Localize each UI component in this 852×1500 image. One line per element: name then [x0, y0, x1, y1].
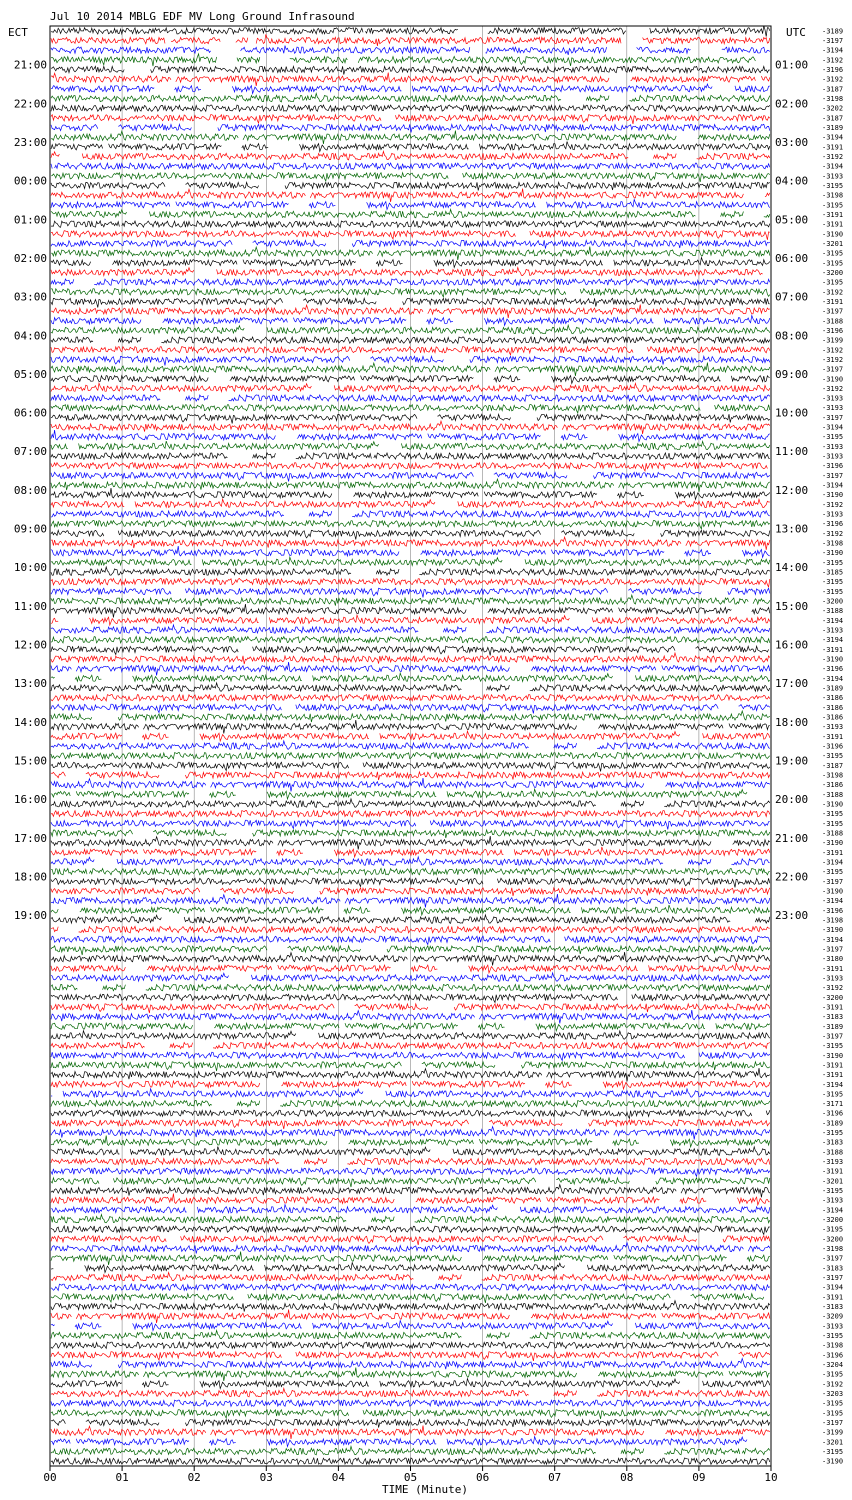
- trace-offset-label: -3191: [822, 1003, 844, 1012]
- trace-offset-label: -3194: [822, 897, 844, 906]
- trace-offset-label: -3195: [822, 433, 844, 442]
- trace-offset-label: -3193: [822, 510, 844, 519]
- trace-offset-label: -3189: [822, 1022, 844, 1031]
- left-hour-label: 08:00: [13, 483, 47, 497]
- trace-offset-label: -3195: [822, 810, 844, 819]
- x-axis-label: TIME (Minute): [381, 1483, 469, 1496]
- right-hour-label: 23:00: [775, 909, 809, 923]
- left-hour-label: 16:00: [13, 793, 47, 807]
- trace-offset-label: -3192: [822, 75, 844, 84]
- trace-offset-label: -3195: [822, 201, 844, 210]
- trace-offset-label: -3193: [822, 723, 844, 732]
- trace-offset-label: -3190: [822, 1051, 844, 1060]
- left-hour-label: 14:00: [13, 715, 47, 729]
- trace-offset-label: -3197: [822, 1419, 844, 1428]
- left-hour-label: 07:00: [13, 445, 47, 459]
- trace-offset-label: -3192: [822, 56, 844, 65]
- right-hour-label: 06:00: [775, 251, 809, 265]
- trace-offset-label: -3200: [822, 993, 844, 1002]
- trace-offset-label: -3192: [822, 346, 844, 355]
- trace-offset-label: -3188: [822, 790, 844, 799]
- trace-offset-label: -3200: [822, 597, 844, 606]
- trace-offset-labels: [822, 27, 843, 1465]
- trace-offset-label: -3191: [822, 210, 844, 219]
- left-hour-label: 05:00: [13, 367, 47, 381]
- trace-offset-label: -3202: [822, 104, 844, 113]
- right-hour-label: 05:00: [775, 213, 809, 227]
- right-hour-label: 18:00: [775, 715, 809, 729]
- trace-offset-label: -3186: [822, 694, 844, 703]
- left-hour-labels: [14, 59, 47, 922]
- right-hour-label: 01:00: [775, 58, 809, 72]
- trace-offset-label: -3192: [822, 984, 844, 993]
- trace-offset-label: -3191: [822, 297, 844, 306]
- right-hour-label: 16:00: [775, 638, 809, 652]
- trace-offset-label: -3196: [822, 665, 844, 674]
- right-hour-label: 17:00: [775, 677, 809, 691]
- right-hour-label: 19:00: [775, 754, 809, 768]
- trace-offset-label: -3191: [822, 1071, 844, 1080]
- left-hour-label: 22:00: [13, 97, 47, 111]
- trace-offset-label: -3190: [822, 800, 844, 809]
- trace-offset-label: -3187: [822, 761, 844, 770]
- right-hour-labels: [775, 59, 808, 922]
- trace-offset-label: -3190: [822, 839, 844, 848]
- trace-offset-label: -3197: [822, 945, 844, 954]
- right-hour-label: 04:00: [775, 174, 809, 188]
- trace-offset-label: -3193: [822, 1158, 844, 1167]
- trace-offset-label: -3189: [822, 684, 844, 693]
- trace-offset-label: -3198: [822, 191, 844, 200]
- trace-offset-label: -3195: [822, 1370, 844, 1379]
- trace-offset-label: -3191: [822, 220, 844, 229]
- trace-offset-label: -3191: [822, 1061, 844, 1070]
- left-hour-label: 09:00: [13, 522, 47, 536]
- trace-offset-label: -3193: [822, 172, 844, 181]
- trace-offset-label: -3194: [822, 935, 844, 944]
- x-tick-label: 07: [548, 1471, 562, 1484]
- trace-offset-label: -3197: [822, 36, 844, 45]
- left-hour-label: 15:00: [13, 754, 47, 768]
- left-hour-label: 13:00: [13, 677, 47, 691]
- trace-offset-label: -3195: [822, 1409, 844, 1418]
- trace-offset-label: -3200: [822, 1216, 844, 1225]
- left-hour-label: 03:00: [13, 290, 47, 304]
- trace-offset-label: -3195: [822, 578, 844, 587]
- trace-offset-label: -3196: [822, 326, 844, 335]
- right-hour-label: 03:00: [775, 135, 809, 149]
- right-hour-label: 11:00: [775, 445, 809, 459]
- trace-offset-label: -3189: [822, 123, 844, 132]
- trace-offset-label: -3195: [822, 249, 844, 258]
- trace-offset-label: -3193: [822, 626, 844, 635]
- trace-offset-label: -3194: [822, 133, 844, 142]
- trace-offset-label: -3190: [822, 655, 844, 664]
- trace-offset-label: -3195: [822, 278, 844, 287]
- x-tick-label: 08: [620, 1471, 634, 1484]
- trace-offset-label: -3190: [822, 549, 844, 558]
- left-hour-label: 23:00: [13, 135, 47, 149]
- trace-offset-label: -3194: [822, 1080, 844, 1089]
- left-hour-label: 10:00: [13, 561, 47, 575]
- trace-offset-label: -3183: [822, 1138, 844, 1147]
- trace-offset-label: -3189: [822, 1119, 844, 1128]
- right-hour-label: 21:00: [775, 831, 809, 845]
- trace-offset-label: -3191: [822, 1167, 844, 1176]
- x-tick-label: 00: [43, 1471, 57, 1484]
- trace-offset-label: -3197: [822, 413, 844, 422]
- trace-offset-label: -3194: [822, 162, 844, 171]
- trace-offset-label: -3197: [822, 307, 844, 316]
- trace-offset-label: -3194: [822, 616, 844, 625]
- left-hour-label: 06:00: [13, 406, 47, 420]
- left-hour-label: 00:00: [13, 174, 47, 188]
- left-hour-label: 02:00: [13, 251, 47, 265]
- trace-offset-label: -3193: [822, 404, 844, 413]
- trace-offset-label: -3194: [822, 858, 844, 867]
- trace-offset-label: -3186: [822, 703, 844, 712]
- trace-offset-label: -3200: [822, 1235, 844, 1244]
- trace-offset-label: -3197: [822, 471, 844, 480]
- trace-offset-label: -3192: [822, 500, 844, 509]
- trace-offset-label: -3198: [822, 1245, 844, 1254]
- trace-offset-label: -3194: [822, 481, 844, 490]
- trace-offset-label: -3190: [822, 926, 844, 935]
- trace-offset-label: -3195: [822, 1225, 844, 1234]
- trace-offset-label: -3186: [822, 781, 844, 790]
- trace-offset-label: -3194: [822, 1283, 844, 1292]
- trace-offset-label: -3194: [822, 636, 844, 645]
- trace-offset-label: -3196: [822, 462, 844, 471]
- trace-offset-label: -3183: [822, 1303, 844, 1312]
- trace-offset-label: -3195: [822, 868, 844, 877]
- trace-offset-label: -3187: [822, 85, 844, 94]
- trace-offset-label: -3195: [822, 558, 844, 567]
- trace-offset-label: -3191: [822, 848, 844, 857]
- trace-offset-label: -3195: [822, 1332, 844, 1341]
- trace-offset-label: -3193: [822, 1322, 844, 1331]
- trace-offset-label: -3190: [822, 230, 844, 239]
- trace-offset-label: -3197: [822, 1032, 844, 1041]
- x-axis-ticks: [43, 1466, 777, 1484]
- trace-offset-label: -3198: [822, 1341, 844, 1350]
- trace-offset-label: -3194: [822, 674, 844, 683]
- trace-offset-label: -3196: [822, 742, 844, 751]
- trace-offset-label: -3195: [822, 752, 844, 761]
- trace-line: [51, 1294, 764, 1303]
- trace-offset-label: -3191: [822, 732, 844, 741]
- x-tick-label: 09: [692, 1471, 706, 1484]
- trace-offset-label: -3195: [822, 1399, 844, 1408]
- left-hour-label: 01:00: [13, 213, 47, 227]
- trace-offset-label: -3194: [822, 1206, 844, 1215]
- trace-offset-label: -3201: [822, 239, 844, 248]
- trace-offset-label: -3193: [822, 442, 844, 451]
- left-hour-label: 18:00: [13, 870, 47, 884]
- right-hour-label: 20:00: [775, 793, 809, 807]
- trace-line: [51, 267, 763, 275]
- trace-offset-label: -3199: [822, 336, 844, 345]
- trace-offset-label: -3183: [822, 1264, 844, 1273]
- trace-offset-label: -3185: [822, 568, 844, 577]
- trace-offset-label: -3197: [822, 1254, 844, 1263]
- trace-offset-label: -3197: [822, 1274, 844, 1283]
- trace-offset-label: -3195: [822, 1129, 844, 1138]
- trace-offset-label: -3201: [822, 1438, 844, 1447]
- right-hour-label: 07:00: [775, 290, 809, 304]
- trace-offset-label: -3191: [822, 645, 844, 654]
- trace-offset-label: -3192: [822, 529, 844, 538]
- x-tick-label: 04: [331, 1471, 346, 1484]
- trace-line: [51, 646, 769, 655]
- trace-offset-label: -3171: [822, 1100, 844, 1109]
- trace-offset-label: -3191: [822, 1293, 844, 1302]
- right-hour-label: 12:00: [775, 483, 809, 497]
- trace-offset-label: -3198: [822, 916, 844, 925]
- right-hour-label: 08:00: [775, 329, 809, 343]
- trace-offset-label: -3196: [822, 65, 844, 74]
- trace-offset-label: -3191: [822, 964, 844, 973]
- trace-offset-label: -3192: [822, 288, 844, 297]
- trace-offset-label: -3195: [822, 1187, 844, 1196]
- trace-offset-label: -3192: [822, 152, 844, 161]
- trace-offset-label: -3195: [822, 1090, 844, 1099]
- left-hour-label: 04:00: [13, 329, 47, 343]
- trace-offset-label: -3193: [822, 974, 844, 983]
- trace-offset-label: -3188: [822, 317, 844, 326]
- trace-offset-label: -3194: [822, 46, 844, 55]
- trace-offset-label: -3198: [822, 771, 844, 780]
- right-hour-label: 14:00: [775, 561, 809, 575]
- right-axis-label: UTC: [786, 26, 806, 39]
- right-hour-label: 10:00: [775, 406, 809, 420]
- trace-offset-label: -3191: [822, 143, 844, 152]
- trace-offset-label: -3195: [822, 259, 844, 268]
- trace-offset-label: -3190: [822, 1457, 844, 1466]
- left-hour-label: 17:00: [13, 831, 47, 845]
- x-tick-label: 05: [403, 1471, 418, 1484]
- trace-offset-label: -3183: [822, 1013, 844, 1022]
- trace-offset-label: -3195: [822, 181, 844, 190]
- trace-offset-label: -3209: [822, 1312, 844, 1321]
- x-tick-label: 06: [475, 1471, 490, 1484]
- trace-offset-label: -3186: [822, 713, 844, 722]
- trace-offset-label: -3180: [822, 955, 844, 964]
- left-hour-label: 19:00: [13, 909, 47, 923]
- trace-offset-label: -3203: [822, 1390, 844, 1399]
- trace-offset-label: -3197: [822, 365, 844, 374]
- trace-offset-label: -3192: [822, 1380, 844, 1389]
- trace-offset-label: -3193: [822, 452, 844, 461]
- trace-offset-label: -3195: [822, 587, 844, 596]
- trace-offset-label: -3198: [822, 94, 844, 103]
- right-hour-label: 02:00: [775, 97, 809, 111]
- trace-offset-label: -3198: [822, 539, 844, 548]
- trace-offset-label: -3190: [822, 887, 844, 896]
- trace-offset-label: -3193: [822, 394, 844, 403]
- trace-offset-label: -3196: [822, 1351, 844, 1360]
- x-tick-label: 10: [764, 1471, 778, 1484]
- trace-offset-label: -3195: [822, 1042, 844, 1051]
- right-hour-label: 09:00: [775, 367, 809, 381]
- trace-offset-label: -3188: [822, 829, 844, 838]
- trace-offset-label: -3188: [822, 607, 844, 616]
- right-hour-label: 22:00: [775, 870, 809, 884]
- trace-offset-label: -3204: [822, 1361, 844, 1370]
- trace-line: [51, 463, 767, 471]
- trace-offset-label: -3193: [822, 1196, 844, 1205]
- trace-offset-label: -3192: [822, 355, 844, 364]
- trace-offset-label: -3200: [822, 268, 844, 277]
- x-tick-label: 01: [115, 1471, 129, 1484]
- x-tick-label: 03: [259, 1471, 273, 1484]
- trace-offset-label: -3190: [822, 491, 844, 500]
- trace-offset-label: -3188: [822, 1148, 844, 1157]
- trace-offset-label: -3197: [822, 877, 844, 886]
- trace-offset-label: -3189: [822, 27, 844, 36]
- chart-title: Jul 10 2014 MBLG EDF MV Long Ground Infrasound: [50, 10, 355, 23]
- right-hour-label: 15:00: [775, 599, 809, 613]
- trace-offset-label: -3199: [822, 1428, 844, 1437]
- trace-offset-label: -3201: [822, 1177, 844, 1186]
- trace-offset-label: -3194: [822, 423, 844, 432]
- left-axis-label: ECT: [8, 26, 28, 39]
- left-hour-label: 12:00: [13, 638, 47, 652]
- trace-offset-label: -3192: [822, 384, 844, 393]
- trace-offset-label: -3196: [822, 520, 844, 529]
- trace-offset-label: -3196: [822, 906, 844, 915]
- trace-offset-label: -3196: [822, 1109, 844, 1118]
- trace-line: [51, 54, 755, 66]
- left-hour-label: 11:00: [13, 599, 47, 613]
- right-hour-label: 13:00: [775, 522, 809, 536]
- left-hour-label: 21:00: [13, 58, 47, 72]
- x-tick-label: 02: [187, 1471, 201, 1484]
- trace-offset-label: -3195: [822, 1448, 844, 1457]
- trace-offset-label: -3195: [822, 819, 844, 828]
- trace-offset-label: -3187: [822, 114, 844, 123]
- trace-offset-label: -3190: [822, 375, 844, 384]
